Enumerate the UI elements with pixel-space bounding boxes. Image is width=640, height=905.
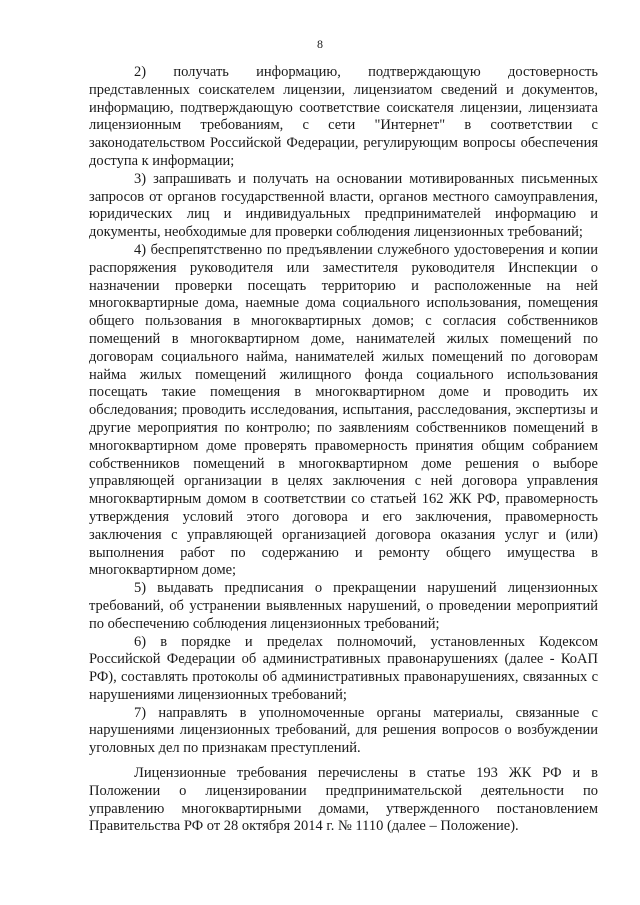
- paragraph-item-4: 4) беспрепятственно по предъявлении служебного удостоверения и копии распоряжения руководителя или заместителя руководителя Инспекции о назначении проверки посещать территорию и расположенные на ней многоквартирные дома, наемные дома социального использования, помещения общего пользования в многоквартирных домов; с согласия собственников помещений в многоквартирном доме, нанимателей жилых помещений по договорам социального найма, нанимателей жилых помещений по договорам найма жилых помещений жилищного фонда социального использования посещать такие помещения в многоквартирном доме и проводить их обследования; проводить исследования, испытания, расследования, экспертизы и другие мероприятия по контролю; по заявлениям собственников помещений в многоквартирном доме проверять правомерность принятия общим собранием собственников помещений в многоквартирном доме решения о выборе управляющей организации в целях заключения с ней договора управления многоквартирным домом в соответствии со статьей 162 ЖК РФ, правомерность утверждения условий этого договора и его заключения, правомерность заключения с управляющей организацией договора оказания услуг и (или) выполнения работ по содержанию и ремонту общего имущества в многоквартирном доме;: [89, 241, 598, 579]
- document-body: [89, 64, 598, 836]
- paragraph-item-3: 3) запрашивать и получать на основании мотивированных письменных запросов от органов государственной власти, органов местного самоуправления, юридических лиц и индивидуальных предпринимателей информацию и документы, необходимые для проверки соблюдения лицензионных требований;: [89, 170, 598, 241]
- paragraph-license-requirements: Лицензионные требования перечислены в статье 193 ЖК РФ и в Положении о лицензировании предпринимательской деятельности по управлению многоквартирными домами, утвержденного постановлением Правительства РФ от 28 октября 2014 г. № 1110 (далее – Положение).: [89, 765, 598, 835]
- paragraph-item-5: 5) выдавать предписания о прекращении нарушений лицензионных требований, об устранении выявленных нарушений, о проведении мероприятий по обеспечению соблюдения лицензионных требований;: [89, 580, 598, 632]
- paragraph-item-2: 2) получать информацию, подтверждающую достоверность представленных соискателем лицензии, лицензиатом сведений и документов, информацию, подтверждающую соответствие соискателя лицензии, лицензиата лицензионным требованиям, с сети "Интернет" в соответствии с законодательством Российской Федерации, регулирующим вопросы обеспечения доступа к информации;: [89, 64, 598, 169]
- paragraph-item-7: 7) направлять в уполномоченные органы материалы, связанные с нарушениями лицензионных требований, для решения вопросов о возбуждении уголовных дел по признакам преступлений.: [89, 704, 598, 757]
- paragraph-item-6: 6) в порядке и пределах полномочий, установленных Кодексом Российской Федерации об административных правонарушениях (далее - КоАП РФ), составлять протоколы об административных правонарушениях, связанных с нарушениями лицензионных требований;: [89, 633, 598, 703]
- page-number: 8: [317, 37, 323, 51]
